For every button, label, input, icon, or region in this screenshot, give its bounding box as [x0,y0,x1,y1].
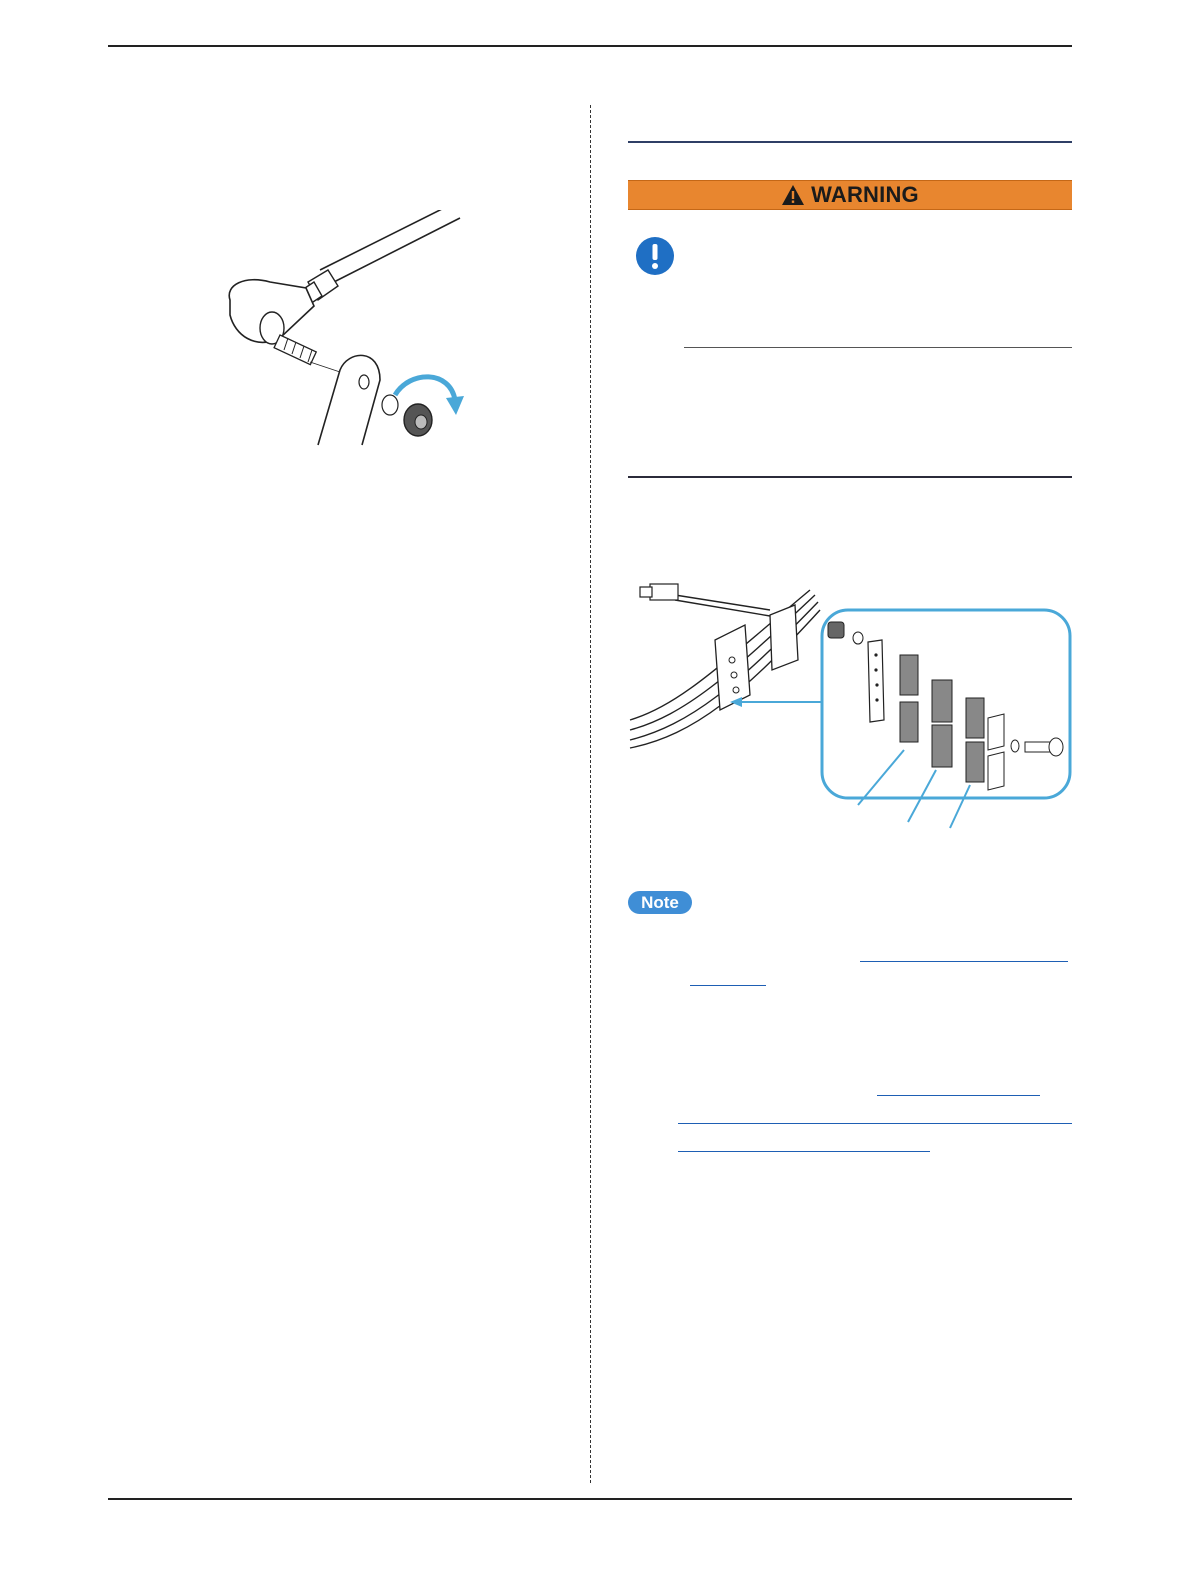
section-heading-rule [628,141,1072,143]
cross-reference-link[interactable] [678,1123,1072,1124]
warning-triangle-icon [781,184,805,206]
cross-reference-link[interactable] [877,1095,1040,1096]
header-rule [108,45,1072,47]
column-divider [590,105,591,1483]
cross-reference-link[interactable] [690,985,766,986]
cross-reference-link[interactable] [860,961,1068,962]
footer-rule [108,1498,1072,1500]
note-badge: Note [628,891,692,914]
ball-joint-removal-figure [210,210,480,450]
cross-reference-link[interactable] [678,1151,930,1152]
clamp-parts-exploded-figure [620,570,1080,830]
warning-label: WARNING [811,182,919,207]
sub-section-rule [684,347,1072,348]
mandatory-action-icon [635,236,675,276]
warning-banner [628,180,1072,210]
section-divider-rule [628,476,1072,478]
